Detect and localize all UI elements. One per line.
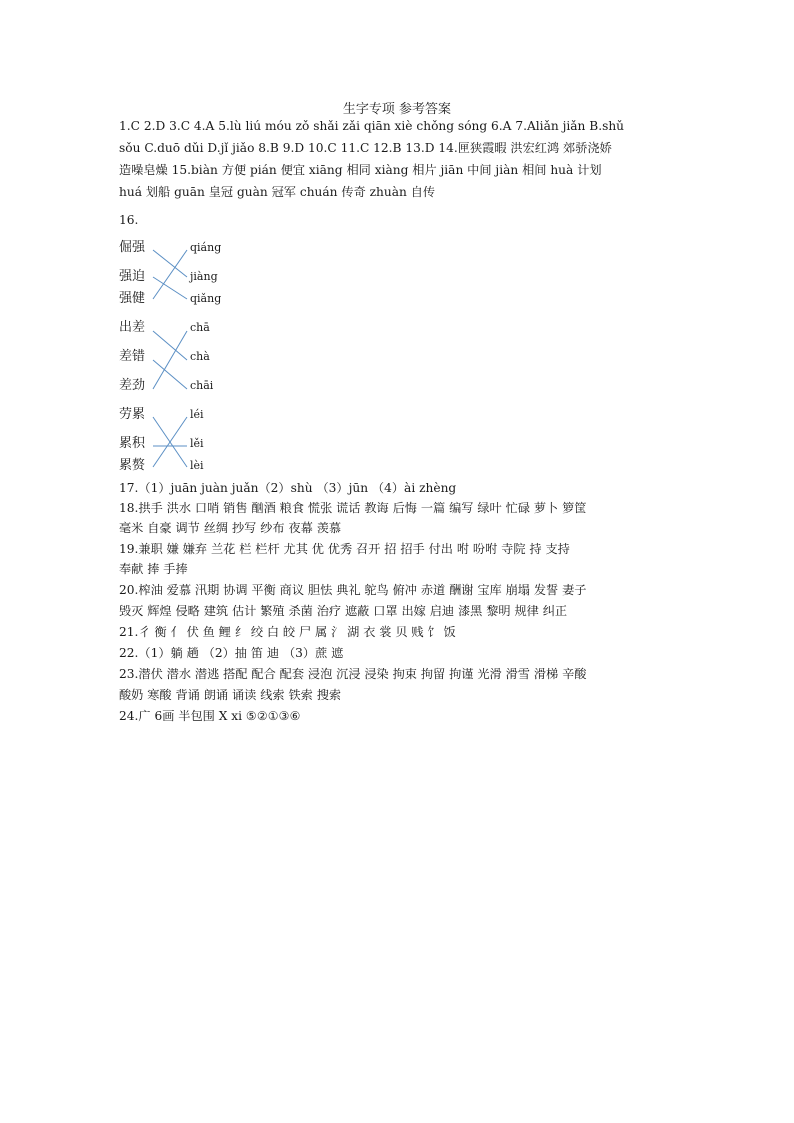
answer-line: 毫米 自豪 调节 丝绸 抄写 纱布 夜幕 羡慕 xyxy=(119,521,342,535)
match-pinyin: qiǎng xyxy=(190,292,222,305)
matching-lines xyxy=(119,238,222,478)
answer-line: 23.潜伏 潜水 潜逃 搭配 配合 配套 浸泡 沉浸 浸染 拘束 拘留 拘谨 光滑 滑雪 滑梯 辛酸 xyxy=(119,667,587,681)
match-word: 差劲 xyxy=(119,378,146,393)
match-word: 强迫 xyxy=(119,269,146,284)
question-16-label: 16. xyxy=(119,213,139,227)
match-pinyin: léi xyxy=(190,408,204,421)
connector-line xyxy=(153,331,187,389)
answer-line: 造噪皂燥 15.biàn 方便 pián 便宜 xiāng 相同 xiàng 相片 jiān 中间 jiàn 相间 huà 计划 xyxy=(119,163,602,177)
answer-line: 19.兼职 嫌 嫌弃 兰花 栏 栏杆 尤其 优 优秀 召开 招 招手 付出 咐 吩咐 寺院 持 支持 xyxy=(119,542,570,556)
match-pinyin: chà xyxy=(190,350,210,363)
answer-line: 奉献 捧 手捧 xyxy=(119,562,188,576)
match-word: 差错 xyxy=(119,349,146,364)
match-pinyin: lèi xyxy=(190,459,204,472)
connector-line xyxy=(153,250,187,299)
page-title: 生字专项 参考答案 xyxy=(342,102,452,117)
match-word: 强健 xyxy=(119,291,146,306)
answer-line: huá 划船 guān 皇冠 guàn 冠军 chuán 传奇 zhuàn 自传 xyxy=(119,185,436,199)
answer-line: 20.榨油 爱慕 汛期 协调 平衡 商议 胆怯 典礼 鸵鸟 俯冲 赤道 酬谢 宝库 崩塌 发誓 妻子 xyxy=(119,583,587,597)
match-pinyin: jiàng xyxy=(190,270,218,283)
match-word: 累积 xyxy=(119,436,146,451)
answer-line: sǒu C.duō dǔi D.jǐ jiǎo 8.B 9.D 10.C 11.C 12.B 13.D 14.匣狭霞暇 洪宏红鸿 郊骄浇娇 xyxy=(119,141,612,155)
match-pinyin: chā xyxy=(190,321,210,334)
answer-line: 17.（1）juān juàn juǎn（2）shù （3）jūn （4）ài zhèng xyxy=(119,481,457,495)
connector-line xyxy=(153,360,187,389)
answer-line: 毁灭 辉煌 侵略 建筑 估计 繁殖 杀菌 治疗 遮蔽 口罩 出嫁 启迪 漆黑 黎明 规律 纠正 xyxy=(119,604,568,618)
match-pinyin: chāi xyxy=(190,379,214,392)
answer-line: 18.拱手 洪水 口哨 销售 酗酒 粮食 慌张 谎话 教诲 后悔 一篇 编写 绿叶 忙碌 萝卜 箩筐 xyxy=(119,501,587,515)
match-pinyin: qiáng xyxy=(190,241,222,254)
answer-line: 24.广 6画 半包围 X xi ⑤②①③⑥ xyxy=(119,709,301,723)
answer-line: 22.（1）躺 趟 （2）抽 笛 迪 （3）蔗 遮 xyxy=(119,646,344,660)
answer-line: 1.C 2.D 3.C 4.A 5.lù liú móu zǒ shǎi zǎi qiān xiè chǒng sóng 6.A 7.Aliǎn jiǎn B.shǔ xyxy=(119,119,625,133)
connector-line xyxy=(153,250,187,277)
match-word: 倔强 xyxy=(119,240,146,255)
answer-line: 21.彳 衡 亻 伏 鱼 鲤 纟 绞 白 皎 尸 属 氵 湖 衣 裳 贝 贱 饣 饭 xyxy=(119,625,456,639)
match-word: 出差 xyxy=(119,320,146,335)
match-word: 劳累 xyxy=(119,407,146,422)
connector-line xyxy=(153,277,187,299)
answer-line: 酸奶 寒酸 背诵 朗诵 诵读 线索 铁索 搜索 xyxy=(119,688,342,702)
match-pinyin: lěi xyxy=(190,437,204,450)
match-word: 累赘 xyxy=(119,458,146,473)
connector-line xyxy=(153,331,187,360)
